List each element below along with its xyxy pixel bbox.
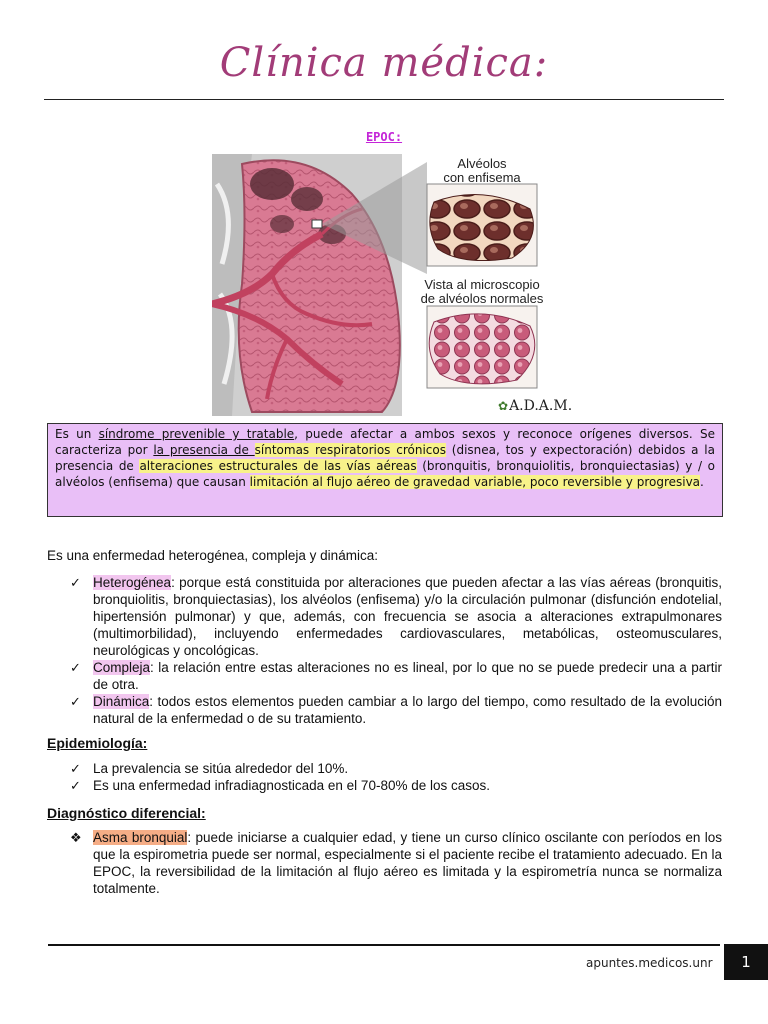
differential-text: : puede iniciarse a cualquier edad, y tiene un curso clínico oscilante con períodos en los que la espirometria puede ser normal, especialmente si el paciente recibe el tratamiento adecuado. En la EPOC, la reversibilidad de la limitación al flujo aéreo es limitada y la espirometría nunca se normaliza totalmente.: [93, 830, 722, 896]
leaf-icon: ✿: [498, 399, 509, 413]
epidemiology-heading: Epidemiología:: [47, 735, 148, 751]
def-text-4: la presencia de: [153, 443, 255, 457]
emphysema-label: [422, 157, 542, 185]
check-icon: ✓: [70, 575, 81, 590]
normal-alveoli-label: [412, 278, 552, 306]
definition-box: [47, 423, 723, 517]
features-list: [70, 574, 722, 727]
title-divider: [44, 99, 724, 100]
def-text-6: (disnea, tos y expectoración) debidos a la presencia de: [55, 443, 715, 473]
check-icon: ✓: [70, 660, 81, 675]
feature-text: : porque está constituida por alteraciones que pueden afectar a las vías aéreas (bronquitis, bronquiolitis, bronquiectasias), los alvéolos (enfisema) y/o la circulación pulmonar (disfunción endotelial, hipertensión pulmonar) y que, además, con frecuencia se asocia a alteraciones extrapulmonares (multimorbilidad), incluyendo enfermedades cardiovasculares, metabólicas, osteomusculares, neurológicas y oncológicas.: [93, 575, 722, 658]
def-text-3: , puede afectar a ambos sexos y reconoce orígenes diversos. Se caracteriza por: [55, 427, 716, 457]
def-text-1: Es un: [55, 427, 99, 441]
check-icon: ✓: [70, 694, 81, 709]
epidemiology-item: Es una enfermedad infradiagnosticada en el 70-80% de los casos.: [93, 778, 491, 793]
def-highlight-alterations: alteraciones estructurales de las vías aéreas: [139, 459, 417, 473]
emphysema-label-line-2: con enfisema: [443, 170, 521, 185]
check-icon: ✓: [70, 778, 81, 793]
epidemiology-list: [70, 760, 722, 794]
feature-text: : todos estos elementos pueden cambiar a lo largo del tiempo, como resultado de la evolución natural de la enfermedad o de su tratamiento.: [93, 694, 722, 726]
differential-heading: Diagnóstico diferencial:: [47, 805, 206, 821]
page-title: Clínica médica:: [219, 40, 549, 86]
def-underlined-term: síndrome prevenible y tratable: [98, 427, 295, 441]
list-item: [70, 760, 722, 777]
def-highlight-limitation: limitación al flujo aéreo de gravedad variable, poco reversible y progresiva: [249, 475, 701, 489]
feature-term: Dinámica: [93, 694, 150, 709]
footer-site: apuntes.medicos.unr: [586, 956, 713, 970]
feature-term: Compleja: [93, 660, 151, 675]
def-highlight-symptoms: síntomas respiratorios crónicos: [254, 443, 446, 457]
normal-label-line-1: Vista al microscopio: [424, 277, 540, 292]
adam-brand-text: A.D.A.M.: [509, 398, 573, 414]
list-item: [70, 574, 722, 659]
differential-list: [70, 829, 722, 897]
normal-label-line-2: de alvéolos normales: [420, 291, 544, 306]
epidemiology-item: La prevalencia se sitúa alrededor del 10%.: [93, 761, 349, 776]
feature-text: : la relación entre estas alteraciones no es lineal, por lo que no se puede predecir una a partir de otra.: [93, 660, 722, 692]
def-text-8: (bronquitis, bronquiolitis, bronquiectasias) y / o alvéolos (enfisema) que causan: [55, 459, 715, 489]
section-label: EPOC:: [365, 130, 403, 144]
emphysema-label-line-1: Alvéolos: [457, 156, 507, 171]
feature-term: Heterogénea: [93, 575, 172, 590]
intro-paragraph: Es una enfermedad heterogénea, compleja y dinámica:: [47, 548, 378, 563]
adam-logo: [498, 398, 572, 414]
page-number: 1: [724, 944, 768, 980]
list-item: [70, 693, 722, 727]
list-item: [70, 659, 722, 693]
def-text-10: .: [700, 475, 704, 489]
list-item: [70, 829, 722, 897]
footer-divider: [48, 944, 720, 946]
lung-emphysema-illustration: [212, 154, 562, 416]
differential-term: Asma bronquial: [93, 830, 188, 845]
diamond-bullet-icon: ❖: [70, 830, 82, 845]
check-icon: ✓: [70, 761, 81, 776]
list-item: [70, 777, 722, 794]
